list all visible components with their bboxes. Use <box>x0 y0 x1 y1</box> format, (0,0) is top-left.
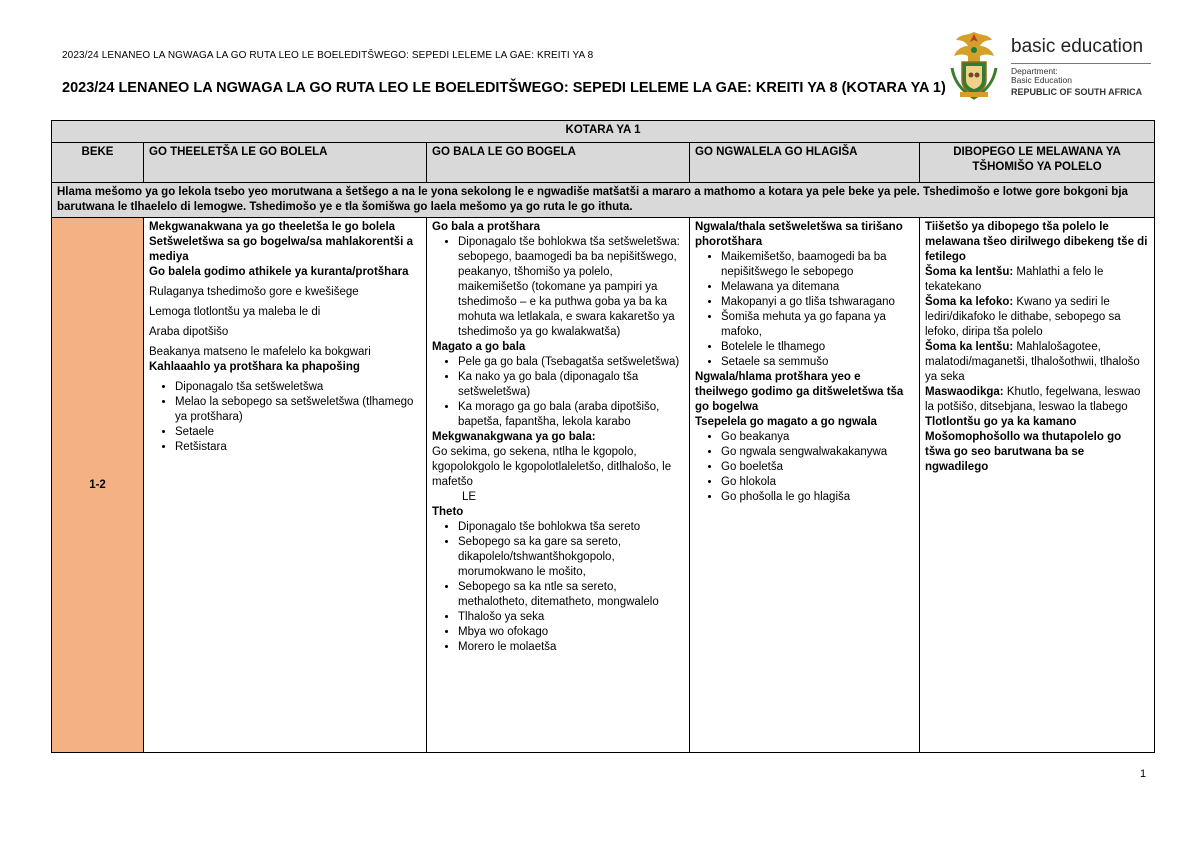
term-heading: KOTARA YA 1 <box>52 121 1155 143</box>
reading-bullets-1 <box>432 235 684 340</box>
reading-cell <box>427 218 690 753</box>
list-item: • Diponagalo tša setšweletšwa <box>175 380 421 395</box>
list-item: • Ka morago ga go bala (araba dipotšišo, bapetša, fapantšha, lekola karabo <box>458 400 684 430</box>
language-heading-2: Tlotlontšu go ya ka kamano <box>925 416 1077 428</box>
logo-dept-line2: Basic Education <box>1011 75 1072 85</box>
week-cell: 1-2 <box>52 218 144 753</box>
list-item: • Go phošolla le go hlagiša <box>721 490 914 505</box>
page-number: 1 <box>1140 768 1147 780</box>
listening-heading-1: Mekgwanakwana ya go theeletša le go bolela <box>149 221 396 233</box>
reading-heading-4: Theto <box>432 506 464 518</box>
list-item: • Sebopego sa ka gare sa sereto, dikapolelo/tshwantšhokgopolo, morumokwano le mošito, <box>458 535 684 580</box>
list-item: • Ka nako ya go bala (diponagalo tša setšweletšwa) <box>458 370 684 400</box>
list-item: • Go hlokola <box>721 475 914 490</box>
listening-heading-2: Setšweletšwa sa go bogelwa/sa mahlakorentši a mediya <box>149 236 413 263</box>
coat-of-arms-icon <box>944 28 1004 100</box>
list-item: • Morero le molaetša <box>458 640 684 655</box>
listening-heading-4: Kahlaaahlo ya protšhara ka phapošing <box>149 361 360 373</box>
language-row-label: Šoma ka lentšu: <box>925 341 1014 353</box>
header-listening: GO THEELETŠA LE GO BOLELA <box>144 143 427 183</box>
list-item: • Makopanyi a go tliša tshwaragano <box>721 295 914 310</box>
reading-strategies-text: Go sekima, go sekena, ntlha le kgopolo, kgopolokgolo le kgopolotlaleletšo, ditlhalošo, le mafetšo <box>432 446 672 488</box>
list-item: • Mbya wo ofokago <box>458 625 684 640</box>
writing-cell <box>690 218 920 753</box>
basic-education-logo <box>944 28 1159 100</box>
list-item: • Maikemišetšo, baamogedi ba ba nepišitšwego le sebopego <box>721 250 914 280</box>
language-row-text: Mahlathi a felo le tekatekano <box>925 266 1104 293</box>
reading-bullets-2 <box>432 355 684 430</box>
reading-bullets-3 <box>432 520 684 655</box>
reading-and-label: LE <box>462 491 477 503</box>
header-language: DIBOPEGO LE MELAWANA YA TŠHOMIŠO YA POLELO <box>920 143 1155 183</box>
listening-bullets <box>149 380 421 455</box>
listening-heading-3: Go balela godimo athikele ya kuranta/protšhara <box>149 266 409 278</box>
language-heading-3: Mošomophošollo wa thutapolelo go tšwa go seo barutwana ba se ngwadilego <box>925 431 1122 473</box>
writing-heading-3: Tsepelela go magato a go ngwala <box>695 416 877 428</box>
logo-title: basic education <box>1011 36 1144 57</box>
writing-bullets-2 <box>695 430 914 505</box>
teaching-plan-table <box>51 120 1155 753</box>
writing-heading-2: Ngwala/hlama protšhara yeo e theilwego godimo ga ditšweletšwa tša go bogelwa <box>695 371 904 413</box>
listening-item: Lemoga tlotlontšu ya maleba le di <box>149 306 321 318</box>
page-title: 2023/24 LENANEO LA NGWAGA LA GO RUTA LEO LE BOELEDITŠWEGO: SEPEDI LELEME LA GAE: KREITI YA 8 (KOTARA YA 1) <box>62 80 946 96</box>
logo-department <box>1011 67 1072 85</box>
list-item: • Botelele le tlhamego <box>721 340 914 355</box>
language-row <box>925 295 1149 340</box>
logo-dept-line1: Department: <box>1011 66 1058 76</box>
assessment-note: Hlama mešomo ya go lekola tsebo yeo morutwana a šetšego a na le yona sekolong le e ngwadiše matšatši a mararo a mathomo a kotara ya pele beke ya pele. Tshedimošo e lotwe gore bokgoni bja barutwana le tlhaelelo di lemogwe. Tshedimošo ye e tla šomišwa go laela mešomo ya go ruta le go ithuta. <box>52 183 1155 218</box>
list-item: • Tlhalošo ya seka <box>458 610 684 625</box>
language-row <box>925 385 1149 415</box>
reading-heading-1: Go bala a protšhara <box>432 221 541 233</box>
writing-bullets-1 <box>695 250 914 370</box>
reading-heading-3: Mekgwanakgwana ya go bala: <box>432 431 596 443</box>
list-item: • Melawana ya ditemana <box>721 280 914 295</box>
language-cell <box>920 218 1155 753</box>
language-row-label: Maswaodikga: <box>925 386 1004 398</box>
header-writing: GO NGWALELA GO HLAGIŠA <box>690 143 920 183</box>
list-item: • Go ngwala sengwalwakakanywa <box>721 445 914 460</box>
list-item: • Šomiša mehuta ya go fapana ya mafoko, <box>721 310 914 340</box>
listening-cell <box>144 218 427 753</box>
listening-item: Araba dipotšišo <box>149 326 229 338</box>
language-row-text: Kwano ya sediri le lediri/dikafoko le dithabe, sebopego sa lefoko, diripa tša polelo <box>925 296 1121 338</box>
listening-item: Beakanya matseno le mafelelo ka bokgwari <box>149 346 371 358</box>
list-item: • Go boeletša <box>721 460 914 475</box>
language-row <box>925 265 1149 295</box>
logo-country: REPUBLIC OF SOUTH AFRICA <box>1011 87 1143 97</box>
language-row-label: Šoma ka lentšu: <box>925 266 1014 278</box>
list-item: • Pele ga go bala (Tsebagatša setšweletšwa) <box>458 355 684 370</box>
language-row-text: Khutlo, fegelwana, leswao la potšišo, ditsebjana, leswao la tlabego <box>925 386 1141 413</box>
language-row-text: Mahlalošagotee, malatodi/maganetši, tlhalošothwii, tlhalošo ya seka <box>925 341 1140 383</box>
list-item: • Melao la sebopego sa setšweletšwa (tlhamego ya protšhara) <box>175 395 421 425</box>
running-header: 2023/24 LENANEO LA NGWAGA LA GO RUTA LEO LE BOELEDITŠWEGO: SEPEDI LELEME LA GAE: KREITI YA 8 <box>62 50 594 61</box>
language-row-label: Šoma ka lefoko: <box>925 296 1014 308</box>
list-item: • Setaele <box>175 425 421 440</box>
header-reading: GO BALA LE GO BOGELA <box>427 143 690 183</box>
reading-heading-2: Magato a go bala <box>432 341 526 353</box>
list-item: • Go beakanya <box>721 430 914 445</box>
list-item: • Retšistara <box>175 440 421 455</box>
listening-item: Rulaganya tshedimošo gore e kwešišege <box>149 286 359 298</box>
list-item: • Setaele sa semmušo <box>721 355 914 370</box>
writing-heading-1: Ngwala/thala setšweletšwa sa tirišano phorotšhara <box>695 221 903 248</box>
header-week: BEKE <box>52 143 144 183</box>
list-item: • Diponagalo tše bohlokwa tša setšweletšwa: sebopego, baamogedi ba ba nepišitšwego, peakanyo, tšhomišo ya polelo, maikemišetšo (tokomane ya pampiri ya tshedimošo – e ka puthwa goba ya ba ka mohuta wa letlakala, e swara kakaretšo ya tshedimošo ya go kwalakwatša) <box>458 235 684 340</box>
list-item: • Sebopego sa ka ntle sa sereto, methalotheto, ditematheto, mongwalelo <box>458 580 684 610</box>
language-row <box>925 340 1149 385</box>
logo-divider <box>1011 63 1151 64</box>
list-item: • Diponagalo tše bohlokwa tša sereto <box>458 520 684 535</box>
language-heading-1: Tiišetšo ya dibopego tša polelo le melawana tšeo dirilwego dibekeng tše di fetilego <box>925 221 1148 263</box>
